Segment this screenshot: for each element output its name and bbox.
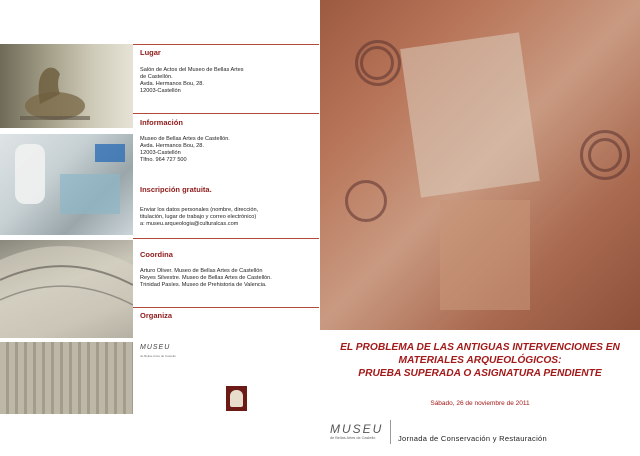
photo-lab-restoration: [0, 134, 133, 235]
restored-patch: [400, 32, 540, 197]
section-divider: [133, 307, 319, 308]
photo-glass-fragment: [0, 240, 133, 338]
photo-archaeological-bird-vessel: [0, 44, 133, 128]
section-divider: [133, 44, 319, 45]
section-divider: [133, 113, 319, 114]
lugar-title: Lugar: [140, 48, 161, 57]
coordina-title: Coordina: [140, 250, 173, 259]
footer-divider: [390, 420, 391, 444]
inscripcion-body: Enviar los datos personales (nombre, dirección, titulación, lugar de trabajo y correo electrónico) a: museu.arqueologia@culturalcas.com: [140, 207, 259, 228]
spiral-motif: [360, 46, 394, 80]
museu-logo: MUSEU: [330, 422, 384, 436]
informacion-title: Información: [140, 118, 183, 127]
organiza-title: Organiza: [140, 311, 173, 320]
section-divider: [133, 238, 319, 239]
event-date: Sábado, 26 de noviembre de 2011: [430, 400, 530, 407]
museu-logo-sub: de Bellas Artes de Castelló: [330, 436, 376, 440]
jornada-title: Jornada de Conservación y Restauración: [398, 434, 547, 443]
headline-line-3: PRUEBA SUPERADA O ASIGNATURA PENDIENTE: [358, 368, 602, 379]
museu-logo-small-sub: de Bellas Artes de Castelló: [140, 354, 176, 358]
hero-ceramic-photo: [320, 0, 640, 330]
spiral-motif: [588, 138, 622, 172]
museum-emblem-icon: [226, 386, 247, 411]
informacion-body: Museo de Bellas Artes de Castellón. Avda. Hermanos Bou, 28. 12003-Castellón Tlfno. 964 727 500: [140, 136, 230, 164]
headline-line-2: MATERIALES ARQUEOLÓGICOS:: [398, 355, 562, 366]
lugar-body: Salón de Actos del Museo de Bellas Artes de Castellón. Avda. Hermanos Bou, 28. 12003-Castellón: [140, 67, 244, 95]
photo-mosaic-floor: [0, 342, 133, 414]
lab-restoration-image: [0, 134, 133, 235]
inscripcion-title: Inscripción gratuita.: [140, 185, 212, 194]
restored-patch: [440, 200, 530, 310]
headline-line-1: EL PROBLEMA DE LAS ANTIGUAS INTERVENCIONES EN: [340, 342, 620, 353]
spiral-motif: [345, 180, 387, 222]
museu-logo-small: MUSEU: [140, 344, 171, 351]
glass-fragment-image: [0, 240, 133, 338]
bird-vessel-image: [0, 44, 133, 128]
coordina-body: Arturo Oliver. Museo de Bellas Artes de Castellón Reyes Silvestre. Museo de Bellas Artes de Castellón. Trinidad Pasíes. Museo de Prehistoria de Valencia.: [140, 268, 272, 289]
